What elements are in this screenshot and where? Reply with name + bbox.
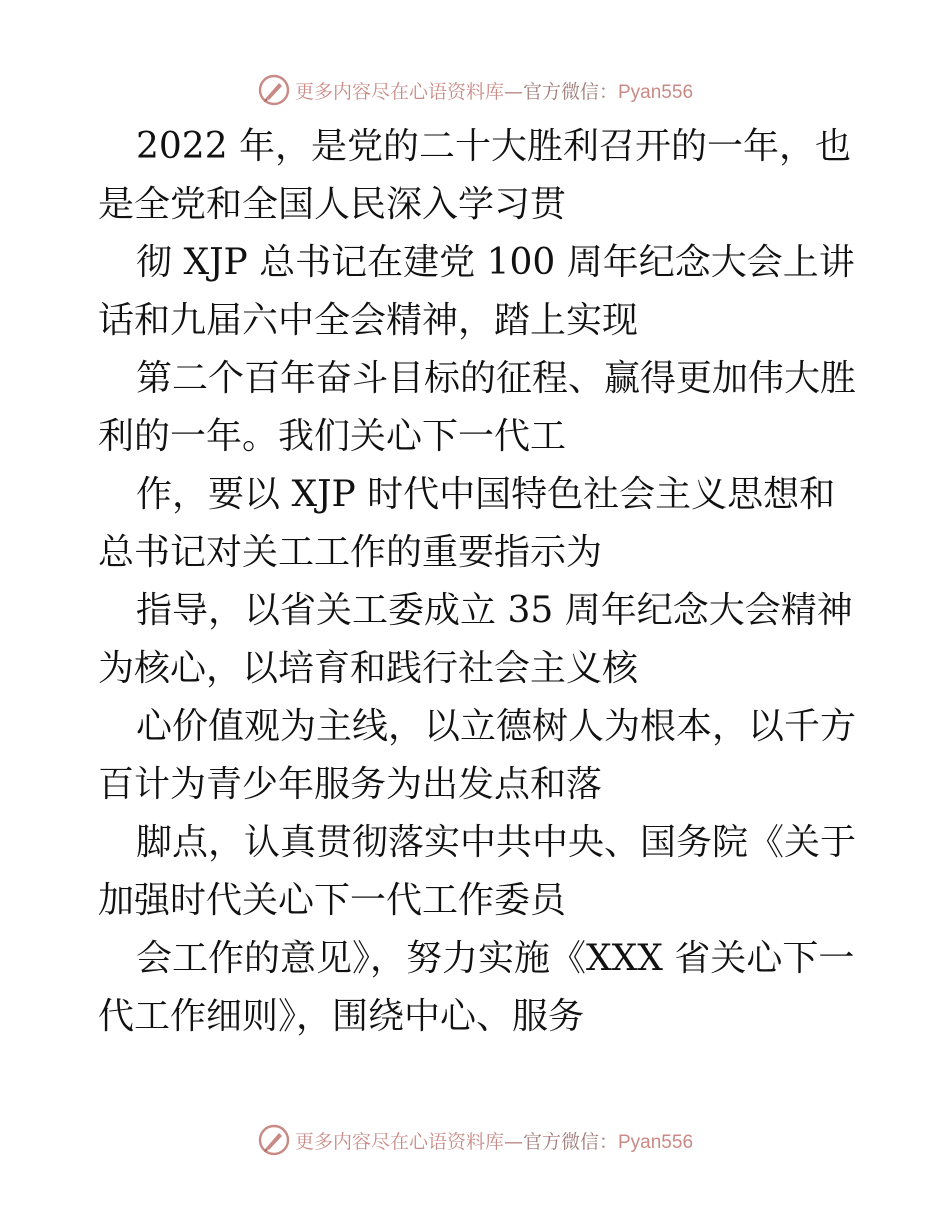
watermark-header [0,70,950,110]
paragraph: 心价值观为主线，以立德树人为根本，以千方百计为青少年服务为出发点和落 [98,706,857,805]
paragraph: 指导，以省关工委成立 35 周年纪念大会精神为核心，以培育和践行社会主义核 [98,590,853,689]
paragraph: 会工作的意见》，努力实施《XXX 省关心下一代工作细则》，围绕中心、服务 [98,938,855,1037]
paragraph: 作，要以 XJP 时代中国特色社会主义思想和总书记对关工工作的重要指示为 [98,474,836,573]
paragraph: 脚点，认真贯彻落实中共中央、国务院《关于加强时代关心下一代工作委员 [98,822,857,921]
document-body [98,118,858,1046]
watermark-text: 更多内容尽在心语资料库—官方微信：Pyan556 [294,80,694,103]
pen-logo-icon [257,73,291,107]
watermark-footer [0,1120,950,1160]
watermark-text: 更多内容尽在心语资料库—官方微信：Pyan556 [294,1130,694,1153]
paragraph: 2022 年，是党的二十大胜利召开的一年，也是全党和全国人民深入学习贯 [98,126,852,225]
pen-logo-icon [257,1123,291,1157]
paragraph: 彻 XJP 总书记在建党 100 周年纪念大会上讲话和九届六中全会精神，踏上实现 [98,242,855,341]
paragraph: 第二个百年奋斗目标的征程、赢得更加伟大胜利的一年。我们关心下一代工 [98,358,857,457]
